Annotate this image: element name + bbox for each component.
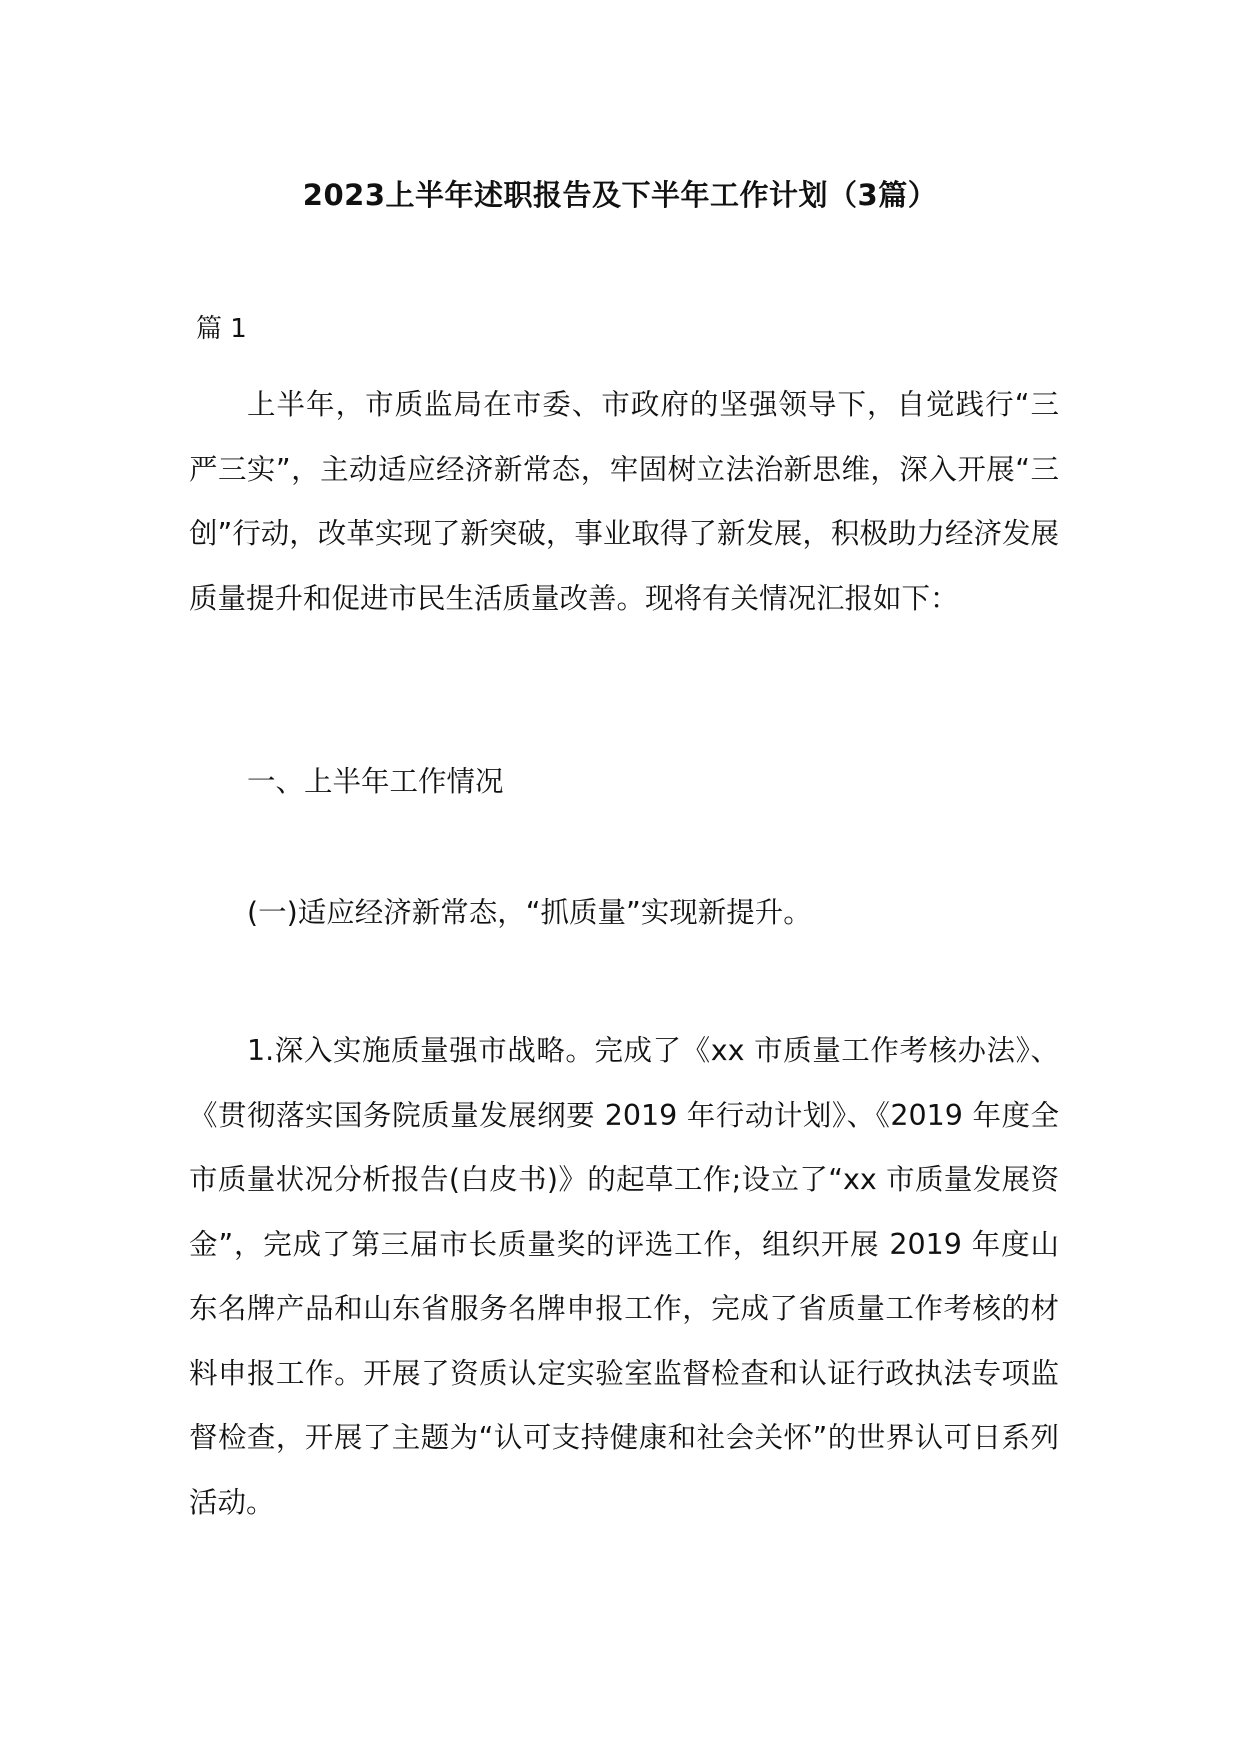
subsection-heading: (一)适应经济新常态，“抓质量”实现新提升。 <box>247 896 812 929</box>
body-paragraph: 1.深入实施质量强市战略。完成了《xx 市质量工作考核办法》、《贯彻落实国务院质量发展纲要 2019 年行动计划》、《2019 年度全市质量状况分析报告(白皮书)》的起草工作;设立了“xx 市质量发展资金”，完成了第三届市长质量奖的评选工作，组织开展 2019 年度山东名牌产品和山东省服务名牌申报工作，完成了省质量工作考核的材料申报工作。开展了资质认定实验室监督检查和认证行政执法专项监督检查，开展了主题为“认可支持健康和社会关怀”的世界认可日系列活动。 <box>189 1034 1059 1519</box>
section-heading: 一、上半年工作情况 <box>247 765 504 798</box>
intro-paragraph: 上半年，市质监局在市委、市政府的坚强领导下，自觉践行“三严三实”，主动适应经济新常态，牢固树立法治新思维，深入开展“三创”行动，改革实现了新突破，事业取得了新发展，积极助力经济发展质量提升和促进市民生活质量改善。现将有关情况汇报如下： <box>189 388 1059 615</box>
document-title: 2023上半年述职报告及下半年工作计划（3篇） <box>302 178 938 212</box>
section-label: 篇 1 <box>196 314 247 344</box>
